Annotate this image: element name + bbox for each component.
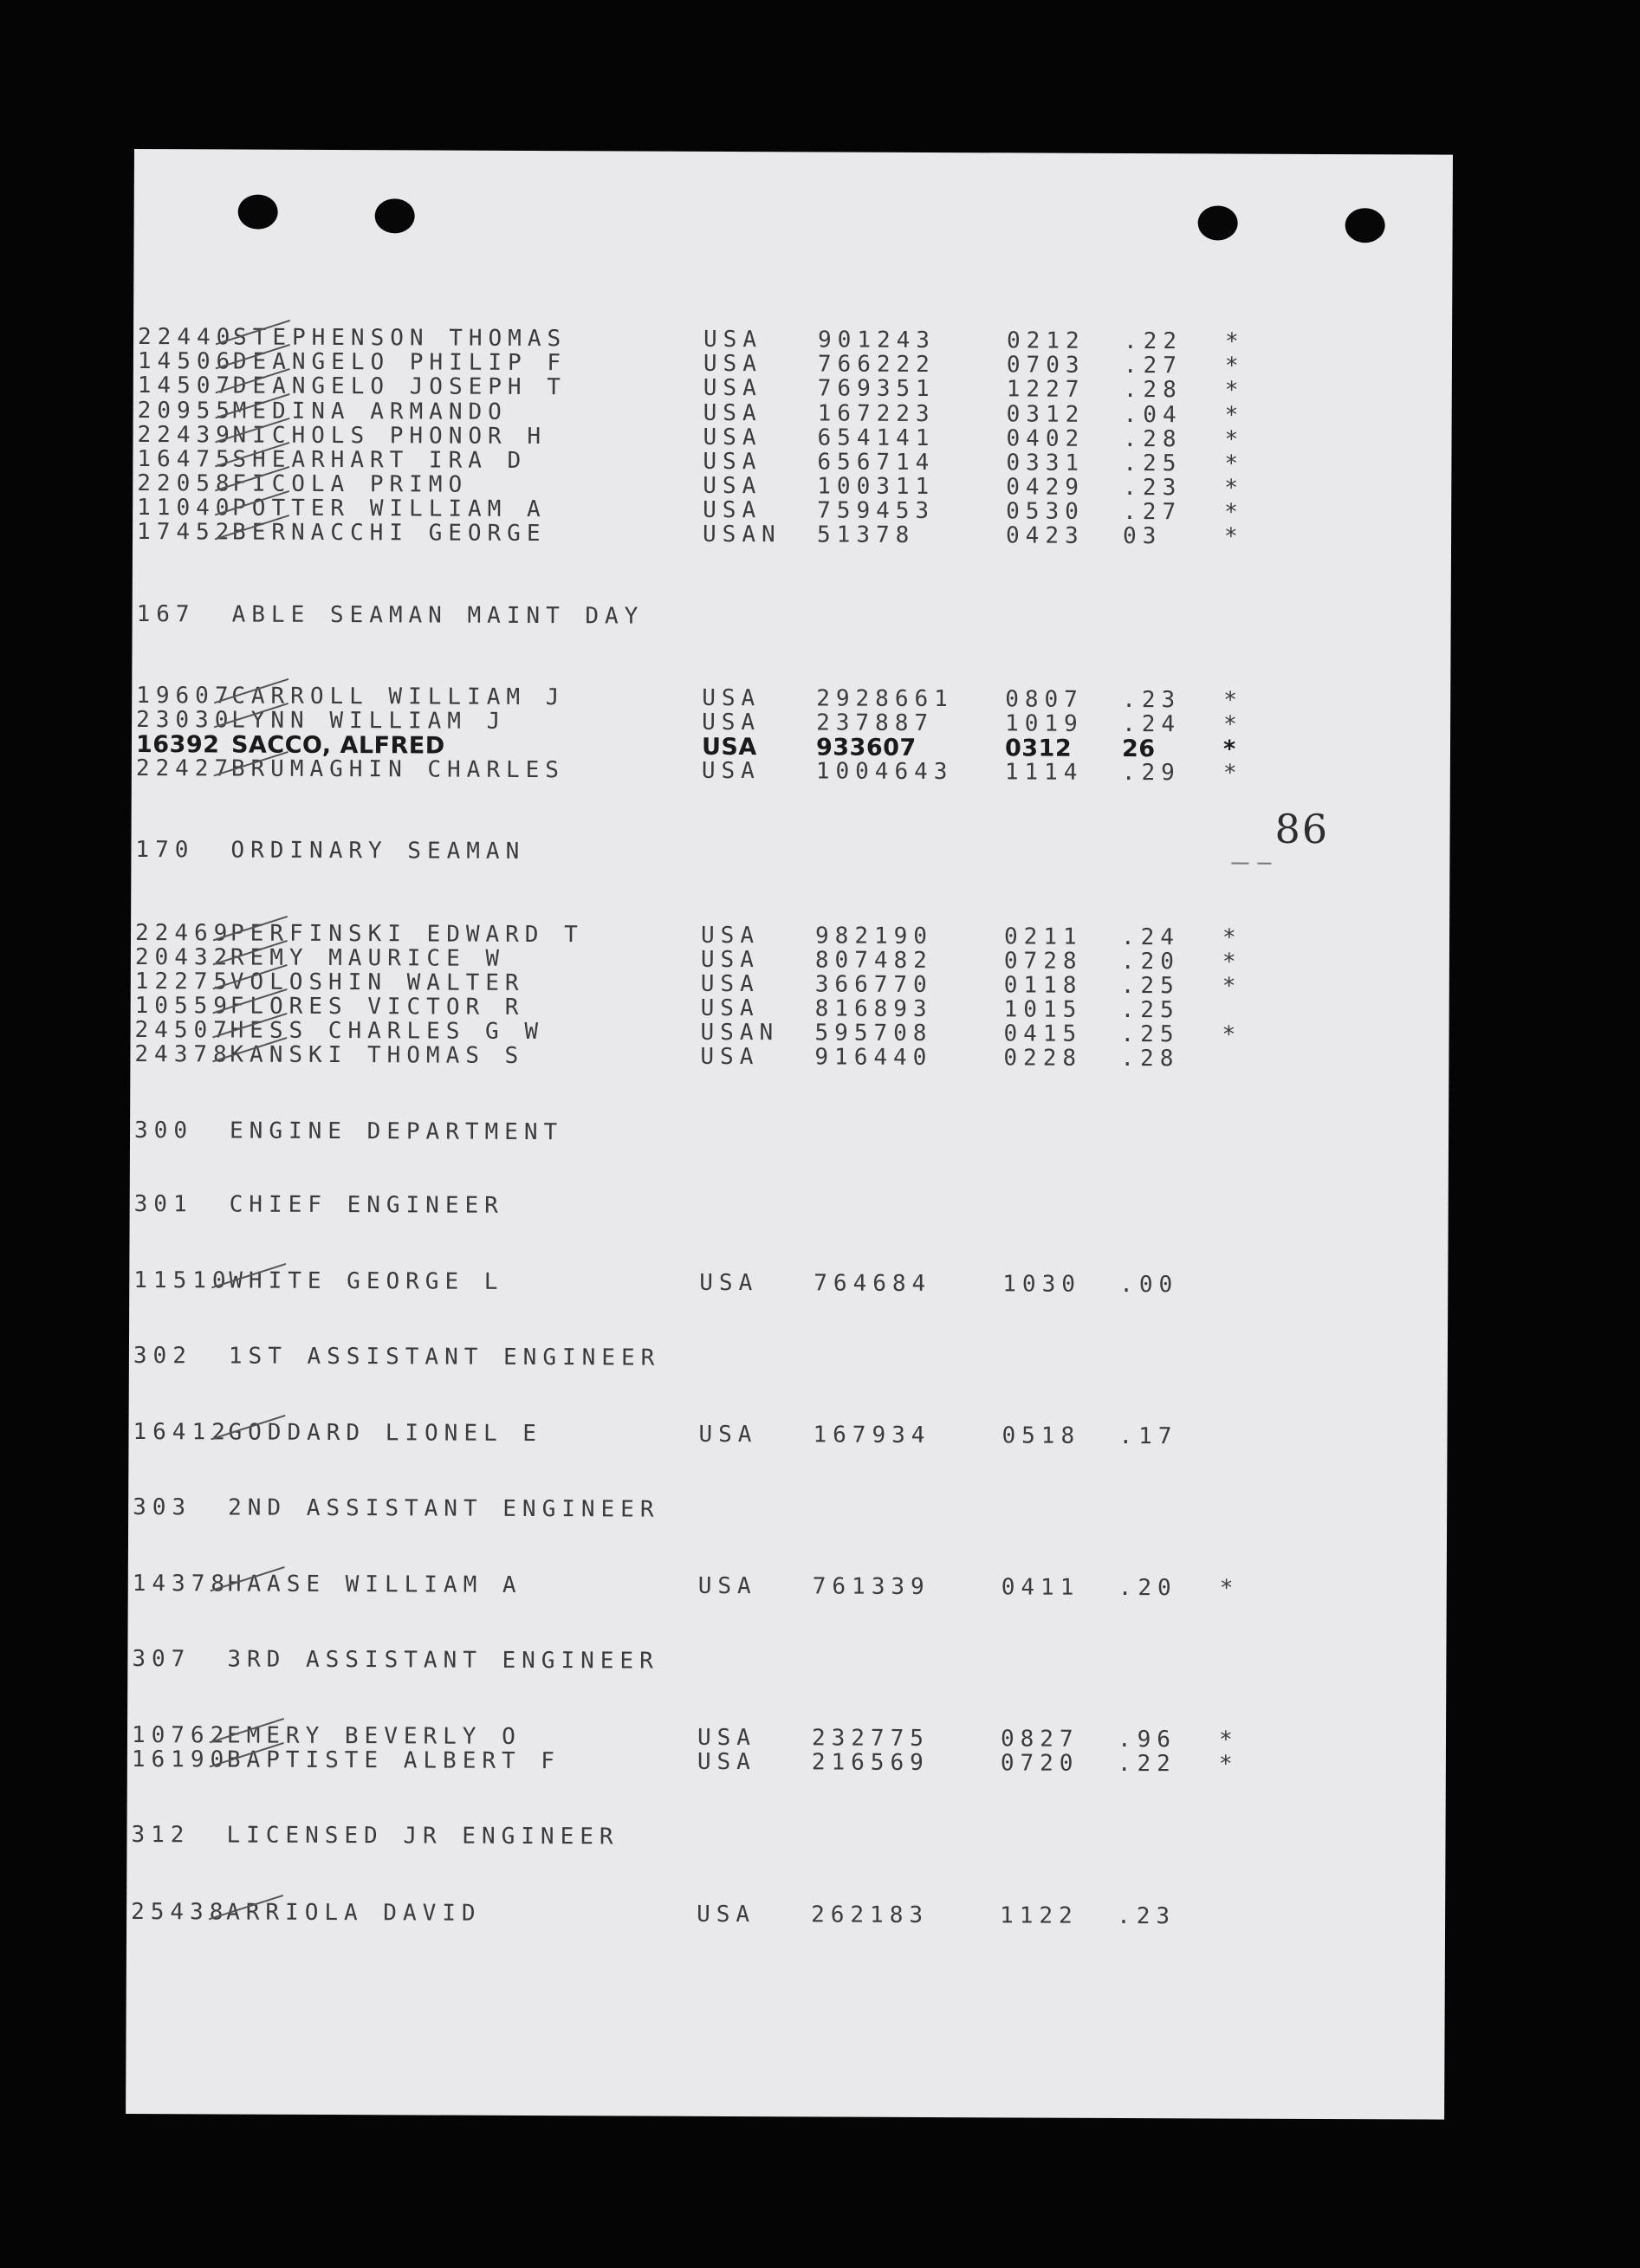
section-code: 300 [133, 1118, 194, 1144]
asterisk-mark: * [1224, 450, 1245, 477]
section-heading [130, 1191, 1449, 1223]
rate-value: .23 [1117, 1902, 1177, 1930]
asterisk-mark: * [1224, 353, 1245, 379]
crew-name: STEPHENSON THOMAS [232, 324, 567, 353]
crew-id: 16412 [133, 1419, 231, 1446]
crew-id: 20955 [137, 398, 237, 424]
document-number: 807482 [814, 947, 933, 975]
asterisk-mark: * [1222, 1021, 1242, 1048]
document-page [126, 149, 1453, 2120]
crew-id: 22058 [137, 470, 236, 497]
rate-value: .28 [1120, 1045, 1180, 1072]
section-title: CHIEF ENGINEER [229, 1191, 504, 1219]
date-code: 1227 [1006, 376, 1086, 403]
document-number: 654141 [817, 424, 936, 452]
crew-name: SACCO, ALFRED [230, 731, 445, 760]
rate-value: .20 [1120, 948, 1180, 975]
rate-value: .24 [1122, 710, 1182, 738]
asterisk-mark: * [1222, 735, 1236, 763]
section-title: ABLE SEAMAN MAINT DAY [231, 601, 645, 630]
crew-id: 17452 [137, 519, 236, 546]
rate-value: .00 [1119, 1271, 1179, 1299]
date-code: 0118 [1003, 972, 1083, 999]
nationality: USA [703, 472, 762, 500]
rate-value: .17 [1118, 1422, 1178, 1450]
section-code: 167 [136, 601, 196, 628]
asterisk-mark: * [1222, 924, 1242, 951]
crew-name: PERFINSKI EDWARD T [230, 920, 584, 949]
crew-row [128, 1419, 1447, 1451]
document-number: 167223 [817, 400, 936, 428]
crew-id: 12275 [134, 969, 234, 995]
asterisk-mark: * [1224, 328, 1245, 355]
nationality: USA [698, 1421, 758, 1448]
section-heading [130, 1118, 1449, 1150]
nationality: USA [699, 1269, 759, 1297]
date-code: 0703 [1006, 352, 1086, 379]
section-code: 170 [135, 837, 195, 864]
crew-id: 22469 [134, 920, 234, 947]
crew-id: 16190 [131, 1746, 230, 1773]
document-number: 764684 [814, 1270, 932, 1298]
section-heading [133, 601, 1451, 633]
nationality: USAN [702, 521, 781, 548]
nationality: USA [703, 350, 762, 378]
asterisk-mark: * [1218, 1751, 1239, 1778]
asterisk-mark: * [1222, 973, 1242, 1000]
asterisk-mark: * [1223, 687, 1243, 714]
rate-value: .22 [1117, 1750, 1177, 1778]
rate-value: .28 [1123, 376, 1183, 404]
crew-id: 19607 [136, 683, 235, 710]
nationality: USA [703, 326, 763, 353]
crew-name: LYNN WILLIAM J [231, 707, 507, 735]
crew-id: 22427 [135, 755, 235, 782]
date-code: 0331 [1006, 450, 1086, 476]
asterisk-mark: * [1222, 760, 1243, 787]
crew-row [127, 1746, 1446, 1779]
nationality: USA [701, 733, 757, 761]
rate-value: .25 [1120, 996, 1180, 1024]
document-number: 237887 [816, 710, 935, 737]
punch-hole-2 [375, 198, 415, 233]
crew-id: 23030 [136, 707, 235, 734]
section-title: ORDINARY SEAMAN [230, 837, 526, 865]
document-number: 100311 [817, 473, 936, 501]
rate-value: .23 [1122, 686, 1182, 714]
crew-id: 22439 [137, 422, 236, 449]
asterisk-mark: * [1222, 949, 1242, 975]
crew-row [133, 519, 1451, 551]
date-code: 0530 [1006, 498, 1085, 525]
asterisk-mark: * [1219, 1575, 1240, 1602]
crew-name: FICOLA PRIMO [232, 470, 469, 498]
document-number: 51378 [816, 522, 916, 548]
asterisk-mark: * [1224, 402, 1245, 429]
date-code: 0211 [1003, 923, 1083, 950]
crew-name: BRUMAGHIN CHARLES [230, 755, 566, 784]
asterisk-mark: * [1224, 377, 1245, 404]
section-code: 301 [133, 1191, 193, 1218]
crew-name: GODDARD LIONEL E [228, 1419, 543, 1448]
rate-value: .25 [1120, 972, 1180, 1000]
date-code: 1030 [1002, 1271, 1081, 1298]
section-heading [127, 1646, 1446, 1678]
nationality: USA [703, 448, 762, 476]
document-number: 816893 [814, 995, 933, 1023]
date-code: 0312 [1006, 401, 1086, 428]
date-code: 0720 [1000, 1750, 1079, 1777]
nationality: USA [697, 1748, 756, 1776]
crew-name: POTTER WILLIAM A [232, 495, 547, 523]
crew-id: 16475 [137, 446, 236, 473]
crew-name: VOLOSHIN WALTER [230, 969, 525, 996]
crew-name: FLORES VICTOR R [230, 993, 525, 1021]
section-heading [128, 1494, 1447, 1526]
crew-row [126, 1899, 1445, 1931]
section-code: 312 [131, 1822, 191, 1849]
crew-id: 16392 [135, 731, 220, 759]
rate-value: .23 [1123, 474, 1183, 502]
section-title: LICENSED JR ENGINEER [226, 1822, 619, 1850]
crew-name: DEANGELO JOSEPH T [232, 373, 567, 401]
crew-name: NICHOLS PHONOR H [232, 422, 548, 450]
rate-value: 03 [1122, 522, 1163, 550]
crew-id: 14507 [137, 373, 237, 399]
section-title: ENGINE DEPARTMENT [229, 1118, 564, 1146]
section-heading [126, 1822, 1445, 1854]
asterisk-mark: * [1218, 1727, 1239, 1753]
nationality: USA [703, 424, 762, 451]
nationality: USA [700, 922, 761, 949]
nationality: USA [703, 374, 762, 402]
crew-name: SHEARHART IRA D [232, 446, 528, 474]
crew-name: BAPTISTE ALBERT F [226, 1746, 561, 1775]
crew-id: 24507 [134, 1017, 233, 1044]
crew-name: MEDINA ARMANDO [232, 398, 508, 425]
crew-row [130, 1041, 1449, 1073]
document-number: 982190 [814, 923, 934, 950]
date-code: 1122 [1000, 1902, 1079, 1929]
crew-row [129, 1267, 1448, 1299]
crew-name: ARRIOLA DAVID [226, 1899, 482, 1927]
date-code: 0402 [1006, 425, 1086, 452]
rate-value: .04 [1123, 401, 1183, 429]
asterisk-mark: * [1224, 499, 1244, 526]
date-code: 1114 [1004, 759, 1084, 786]
nationality: USA [702, 709, 762, 736]
date-code: 0807 [1005, 686, 1084, 713]
date-code: 0827 [1000, 1726, 1079, 1753]
nationality: USA [702, 684, 762, 712]
rate-value: .24 [1120, 923, 1181, 951]
rate-value: .25 [1123, 450, 1183, 477]
punch-hole-1 [238, 195, 278, 230]
section-code: 302 [133, 1343, 192, 1370]
document-number: 656714 [817, 449, 936, 476]
document-number: 933607 [815, 734, 917, 761]
document-number: 595708 [814, 1020, 933, 1047]
rate-value: .27 [1123, 498, 1183, 526]
crew-name: HAASE WILLIAM A [227, 1571, 522, 1598]
section-code: 307 [132, 1646, 191, 1673]
document-number: 167934 [813, 1422, 931, 1449]
crew-row [132, 755, 1450, 787]
crew-id: 11040 [137, 495, 236, 522]
nationality: USA [700, 1043, 760, 1071]
section-title: 2ND ASSISTANT ENGINEER [228, 1494, 660, 1523]
punch-hole-4 [1345, 208, 1385, 243]
date-code: 0518 [1002, 1422, 1081, 1449]
date-code: 0212 [1006, 327, 1086, 354]
crew-name: WHITE GEORGE L [229, 1267, 504, 1295]
page-number: 86 [1274, 805, 1330, 853]
date-code: 0429 [1006, 474, 1085, 501]
nationality: USA [700, 995, 760, 1022]
document-number: 216569 [811, 1749, 930, 1777]
section-heading [129, 1343, 1448, 1375]
crew-id: 20432 [134, 944, 234, 971]
document-number: 766222 [817, 351, 936, 379]
asterisk-mark: * [1223, 711, 1243, 738]
document-number: 761339 [812, 1573, 930, 1601]
document-number: 769351 [817, 375, 936, 403]
nationality: USA [701, 757, 761, 785]
nationality: USA [697, 1724, 757, 1752]
rate-value: .25 [1120, 1021, 1180, 1048]
crew-name: KANSKI THOMAS S [230, 1041, 525, 1069]
document-number: 232775 [811, 1725, 930, 1753]
section-title: 3RD ASSISTANT ENGINEER [227, 1646, 659, 1675]
section-code: 303 [133, 1494, 192, 1521]
crew-id: 11510 [133, 1267, 232, 1294]
nationality: USA [703, 496, 762, 524]
crew-name: CARROLL WILLIAM J [231, 683, 566, 711]
crew-name: DEANGELO PHILIP F [232, 348, 567, 377]
rate-value: .20 [1118, 1574, 1177, 1602]
asterisk-mark: * [1223, 523, 1244, 550]
punch-hole-3 [1198, 205, 1238, 240]
rate-value: 26 [1121, 735, 1156, 763]
rate-value: .27 [1123, 352, 1183, 379]
nationality: USA [697, 1572, 757, 1600]
document-number: 262183 [811, 1902, 930, 1929]
crew-row [128, 1571, 1447, 1603]
document-number: 759453 [817, 497, 936, 525]
asterisk-mark: * [1224, 426, 1245, 453]
section-title: 1ST ASSISTANT ENGINEER [228, 1343, 661, 1371]
crew-name: REMY MAURICE W [230, 944, 506, 972]
crew-name: EMERY BEVERLY O [226, 1722, 522, 1750]
date-code: 1019 [1005, 710, 1084, 737]
date-code: 0728 [1003, 948, 1083, 975]
crew-id: 24378 [134, 1041, 233, 1068]
document-number: 1004643 [815, 758, 954, 786]
crew-id: 22440 [137, 324, 237, 351]
rate-value: .22 [1123, 327, 1183, 355]
date-code: 0228 [1003, 1045, 1083, 1072]
nationality: USA [700, 970, 760, 998]
asterisk-mark: * [1224, 475, 1245, 502]
crew-id: 14378 [132, 1571, 231, 1597]
crew-name: BERNACCHI GEORGE [232, 519, 547, 548]
nationality: USA [697, 1901, 756, 1928]
rate-value: .96 [1117, 1726, 1177, 1753]
section-heading [131, 837, 1449, 869]
crew-id: 14506 [137, 348, 237, 375]
date-code: 0411 [1001, 1574, 1080, 1601]
rate-value: .29 [1121, 759, 1181, 787]
document-number: 2928661 [816, 685, 954, 713]
date-code: 0312 [1004, 735, 1073, 762]
date-code: 0423 [1005, 522, 1085, 549]
date-code: 0415 [1003, 1021, 1083, 1047]
crew-name: HESS CHARLES G W [230, 1017, 545, 1046]
crew-id: 10762 [131, 1722, 230, 1749]
document-number: 366770 [814, 971, 933, 999]
document-number: 901243 [817, 327, 937, 354]
document-number: 916440 [814, 1044, 933, 1072]
nationality: USAN [700, 1019, 780, 1047]
nationality: USA [700, 946, 760, 974]
crew-list [131, 149, 1453, 1930]
crew-id: 25438 [131, 1899, 230, 1926]
nationality: USA [703, 399, 762, 427]
crew-id: 10559 [134, 993, 234, 1020]
date-code: 1015 [1003, 996, 1083, 1023]
rate-value: .28 [1123, 425, 1183, 453]
